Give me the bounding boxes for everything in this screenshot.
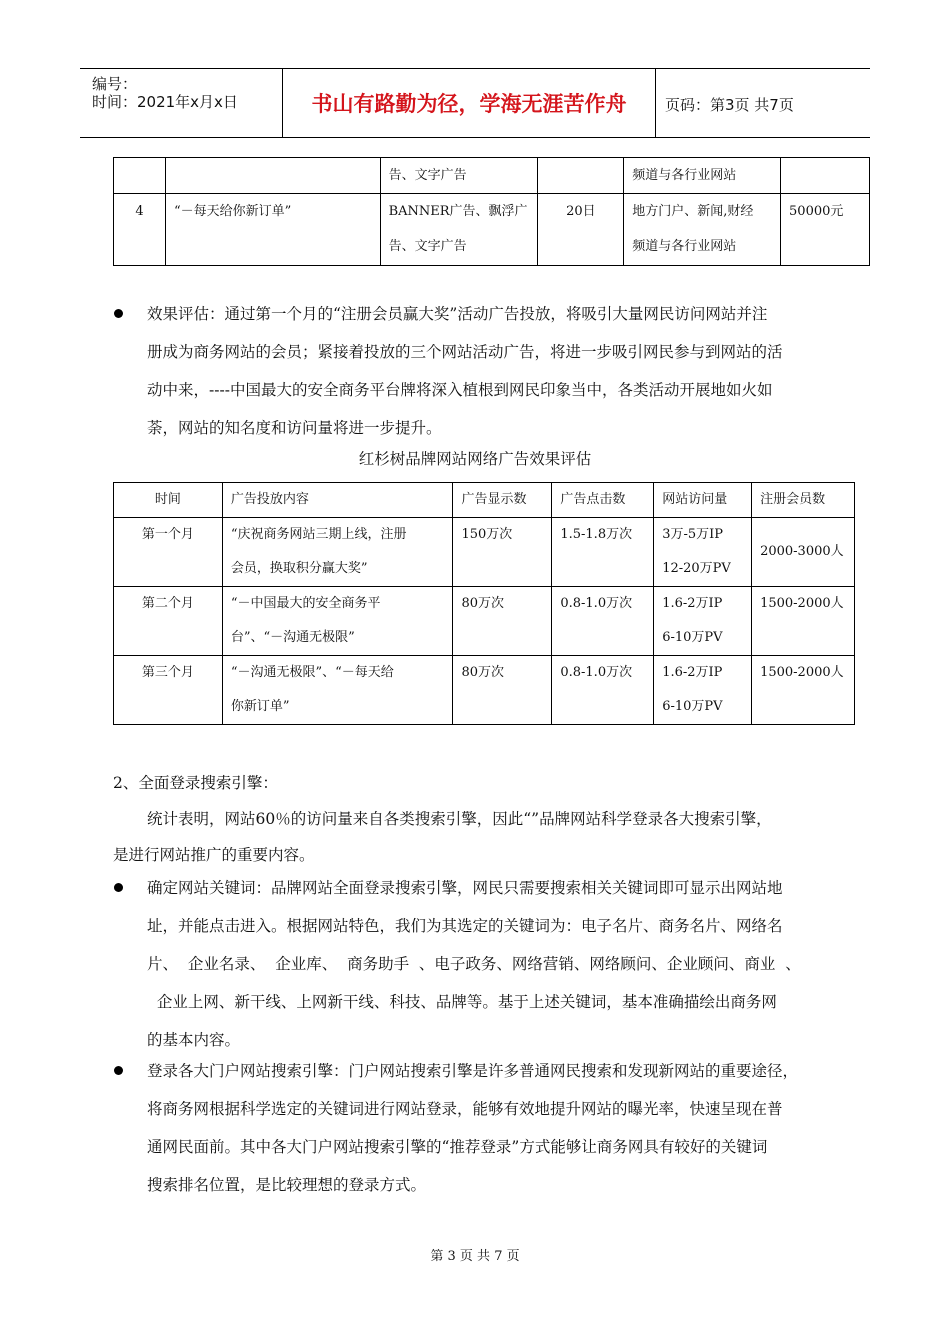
text-line: 的基本内容。	[147, 1031, 241, 1049]
intro-paragraph-cont: 是进行网站推广的重要内容。	[113, 846, 315, 864]
table-cell	[654, 587, 752, 656]
header-meta	[80, 69, 283, 137]
cell-line: 台”、“－沟通无极限”	[230, 630, 355, 645]
table-cell: 告、文字广告	[380, 158, 538, 194]
text-line: 登录各大门户网站搜索引擎：门户网站搜索引擎是许多普通网民搜索和发现新网站的重要途径，	[147, 1062, 799, 1080]
table-cell	[380, 194, 538, 266]
effect-paragraph	[147, 295, 783, 447]
text-line: 址，并能点击进入。根据网站特色，我们为其选定的关键词为：电子名片、商务名片、网络名	[147, 917, 783, 935]
table-cell: 1500-2000人	[752, 656, 855, 725]
table-cell: 1.5-1.8万次	[552, 518, 654, 587]
table-header-row	[114, 483, 855, 518]
table-cell	[624, 194, 781, 266]
table-cell	[222, 656, 453, 725]
text-line: 册成为商务网站的会员；紧接着投放的三个网站活动广告，将进一步吸引网民参与到网站的活	[147, 343, 783, 361]
page-header	[80, 68, 870, 138]
table-row	[114, 158, 870, 194]
table-cell: 1500-2000人	[752, 587, 855, 656]
page-footer: 第 3 页 共 7 页	[430, 1249, 520, 1264]
text-line: 通网民面前。其中各大门户网站搜索引擎的“推荐登录”方式能够让商务网具有较好的关键词	[147, 1138, 768, 1156]
doc-number: 编号：	[92, 75, 138, 93]
table-cell: 2000-3000人	[752, 518, 855, 587]
cell-line: “－沟通无极限”、“－每天给	[230, 665, 394, 680]
table-title: 红杉树品牌网站网络广告效果评估	[358, 450, 592, 468]
text-line: 确定网站关键词：品牌网站全面登录搜索引擎，网民只需要搜索相关关键词即可显示出网站地	[147, 879, 783, 897]
cell-line: 地方门户、新闻,财经	[632, 204, 754, 219]
column-header: 网站访问量	[654, 483, 752, 518]
cell-line: 会员，换取积分赢大奖”	[230, 561, 368, 576]
portal-paragraph	[147, 1052, 798, 1204]
cell-line: 告、文字广告	[388, 239, 467, 254]
table-cell: 20日	[538, 194, 624, 266]
cell-line: 3万-5万IP	[662, 527, 724, 542]
text-line: 将商务网根据科学选定的关键词进行网站登录，能够有效地提升网站的曝光率，快速呈现在普	[147, 1100, 783, 1118]
table-cell	[781, 158, 870, 194]
column-header: 时间	[114, 483, 223, 518]
text-line: 效果评估：通过第一个月的“注册会员赢大奖”活动广告投放，将吸引大量网民访问网站并注	[147, 305, 768, 323]
bullet-icon	[114, 309, 123, 318]
table-cell	[654, 518, 752, 587]
header-motto: 书山有路勤为径，学海无涯苦作舟	[283, 69, 656, 137]
header-page-number: 页码：第3页 共7页	[665, 96, 794, 114]
keywords-paragraph	[147, 869, 801, 1059]
cell-line: “－中国最大的安全商务平	[230, 596, 381, 611]
table-cell	[654, 656, 752, 725]
table-cell: 80万次	[453, 587, 552, 656]
table-cell	[114, 158, 166, 194]
table-cell: 50000元	[781, 194, 870, 266]
cell-line: 6-10万PV	[662, 699, 723, 714]
text-line: 片、 企业名录、 企业库、 商务助手 、电子政务、网络营销、网络顾问、企业顾问、商业 、	[147, 955, 801, 973]
intro-paragraph	[147, 800, 772, 838]
table-cell	[165, 158, 380, 194]
cell-line: 你新订单”	[230, 699, 290, 714]
text-line: 荼，网站的知名度和访问量将进一步提升。	[147, 419, 442, 437]
cell-line: 6-10万PV	[662, 630, 723, 645]
cell-line: “庆祝商务网站三期上线，注册	[230, 527, 407, 542]
bullet-icon	[114, 883, 123, 892]
text-line: 统计表明，网站60％的访问量来自各类搜索引擎，因此“”品牌网站科学登录各大搜索引擎，	[147, 810, 772, 828]
table-cell	[222, 518, 453, 587]
text-line: 动中来，----中国最大的安全商务平台牌将深入植根到网民印象当中，各类活动开展地如火如	[147, 381, 773, 399]
table-cell: 第一个月	[114, 518, 223, 587]
cell-line: BANNER广告、飘浮广	[388, 204, 528, 219]
column-header: 注册会员数	[752, 483, 855, 518]
table-cell: 4	[114, 194, 166, 266]
column-header: 广告投放内容	[222, 483, 453, 518]
cell-line: 频道与各行业网站	[632, 239, 737, 254]
table-cell: 0.8-1.0万次	[552, 587, 654, 656]
doc-date: 时间：2021年x月x日	[92, 93, 238, 111]
cell-line: 12-20万PV	[662, 561, 731, 576]
text-line: 企业上网、新干线、上网新干线、科技、品牌等。基于上述关键词，基本准确描绘出商务网	[147, 993, 777, 1011]
table-row	[114, 518, 855, 587]
table-cell: 第二个月	[114, 587, 223, 656]
table-row	[114, 587, 855, 656]
column-header: 广告点击数	[552, 483, 654, 518]
table-cell: “－每天给你新订单”	[165, 194, 380, 266]
bullet-icon	[114, 1066, 123, 1075]
table-row	[114, 656, 855, 725]
cell-line: 1.6-2万IP	[662, 596, 723, 611]
table-cell: 80万次	[453, 656, 552, 725]
table-cell: 0.8-1.0万次	[552, 656, 654, 725]
table-cell: 第三个月	[114, 656, 223, 725]
table-cell: 150万次	[453, 518, 552, 587]
table-row	[114, 194, 870, 266]
text-line: 搜索排名位置，是比较理想的登录方式。	[147, 1176, 427, 1194]
table-cell: 频道与各行业网站	[624, 158, 781, 194]
cell-line: 1.6-2万IP	[662, 665, 723, 680]
effect-evaluation-table	[113, 482, 855, 725]
column-header: 广告显示数	[453, 483, 552, 518]
table-cell	[538, 158, 624, 194]
section-heading: 2、全面登录搜索引擎：	[113, 774, 278, 792]
ad-plan-table	[113, 157, 870, 266]
table-cell	[222, 587, 453, 656]
